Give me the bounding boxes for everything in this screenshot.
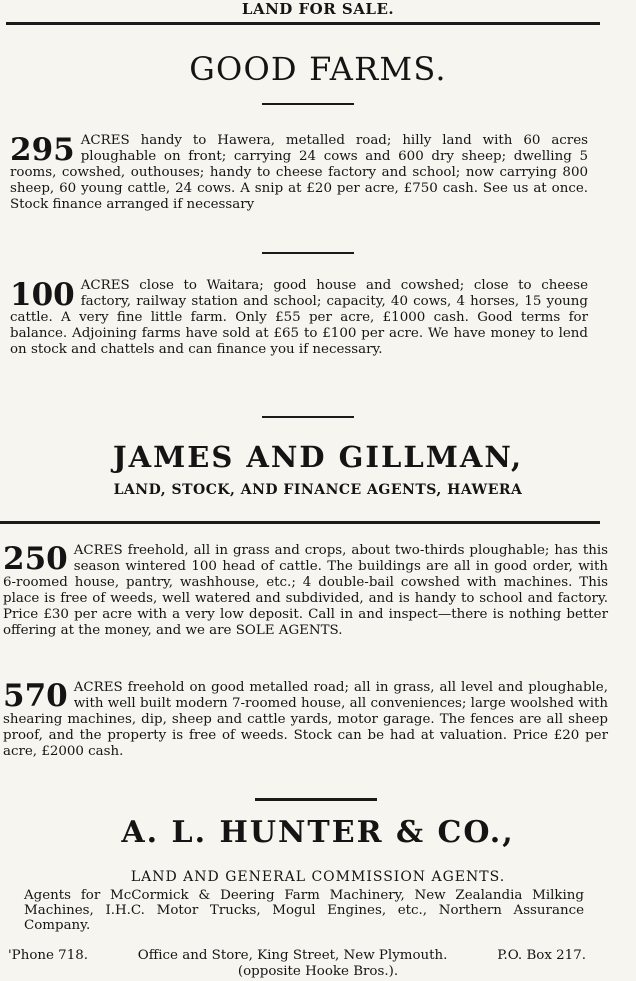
lot-number: 100 bbox=[10, 277, 75, 313]
top-rule bbox=[6, 22, 600, 25]
office-address: Office and Store, King Street, New Plymouth. bbox=[137, 948, 448, 963]
phone-number: 'Phone 718. bbox=[8, 948, 88, 963]
listing-text: ACRES freehold on good metalled road; all in grass, all level and ploughable, with well built modern 7-roomed house, all conveniences; large woolshed with shearing machines, dip, sheep and cattle yards, motor garage. The fences are all sheep proof, and the property is free of weeds. Stock can be had at valuation. Price £20 per acre, £2000 cash. bbox=[3, 680, 608, 759]
divider bbox=[262, 252, 354, 254]
divider bbox=[255, 798, 377, 801]
ad-separator-rule bbox=[0, 521, 600, 524]
listing-570 bbox=[3, 680, 608, 760]
divider bbox=[262, 416, 354, 418]
lot-number: 250 bbox=[3, 541, 68, 577]
divider bbox=[262, 103, 354, 105]
po-box: P.O. Box 217. bbox=[497, 948, 586, 963]
firm-subtitle: LAND AND GENERAL COMMISSION AGENTS. bbox=[130, 869, 506, 885]
listing-text: ACRES freehold, all in grass and crops, about two-thirds ploughable; has this season wintered 100 head of cattle. The buildings are all in good order, with 6-roomed house, pantry, washhouse, etc.; 4 double-bail cowshed with machines. This place is free of weeds, well watered and subdivided, and is handy to school and factory. Price £30 per acre with a very low deposit. Call in and inspect—there is nothing better offering at the money, and we are SOLE AGENTS. bbox=[3, 543, 608, 638]
agents-text: Agents for McCormick & Deering Farm Machinery, New Zealandia Milking Machines, I.H.C. Motor Trucks, Mogul Engines, etc., Northern Assurance Company. bbox=[24, 888, 584, 933]
lot-number: 295 bbox=[10, 132, 75, 168]
lot-number: 570 bbox=[3, 678, 68, 714]
listing-text: ACRES close to Waitara; good house and cowshed; close to cheese factory, railway station and school; capacity, 40 cows, 4 horses, 15 young cattle. A very fine little farm. Only £55 per acre, £1000 cash. Good terms for balance. Adjoining farms have sold at £65 to £100 per acre. We have money to lend on stock and chattels and can finance you if necessary. bbox=[10, 278, 588, 357]
listing-250 bbox=[3, 543, 608, 638]
listing-text: ACRES handy to Hawera, metalled road; hilly land with 60 acres ploughable on front; carrying 24 cows and 600 dry sheep; dwelling 5 rooms, cowshed, outhouses; handy to cheese factory and school; now carrying 800 sheep, 60 young cattle, 24 cows. A snip at £20 per acre, £750 cash. See us at once. Stock finance arranged if necessary bbox=[10, 133, 588, 212]
firm-name: A. L. HUNTER & CO., bbox=[121, 815, 515, 850]
listing-295 bbox=[10, 133, 588, 213]
firm-name: JAMES AND GILLMAN, bbox=[112, 440, 524, 474]
contact-line bbox=[8, 948, 586, 963]
firm-subtitle: LAND, STOCK, AND FINANCE AGENTS, HAWERA bbox=[113, 482, 523, 498]
section-heading: LAND FOR SALE. bbox=[241, 0, 395, 18]
office-note: (opposite Hooke Bros.). bbox=[237, 964, 399, 979]
ad-title: GOOD FARMS. bbox=[189, 50, 447, 88]
listing-100 bbox=[10, 278, 588, 358]
